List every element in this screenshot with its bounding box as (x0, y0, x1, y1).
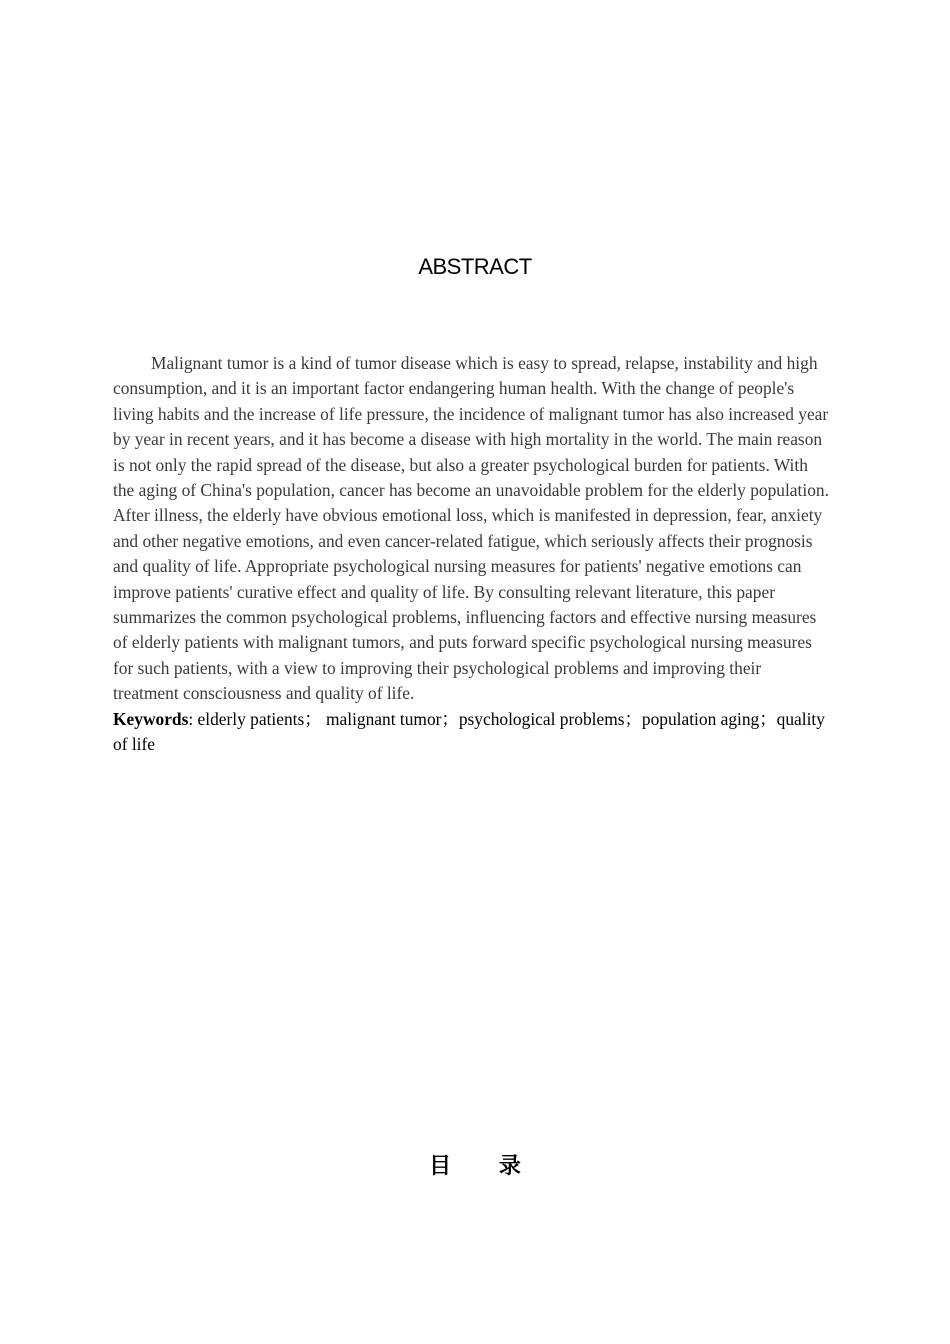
abstract-title: ABSTRACT (418, 254, 532, 279)
keywords-label: Keywords (113, 708, 189, 729)
abstract-body (113, 351, 829, 758)
keywords-text: : elderly patients； malignant tumor；psychological problems；population aging；quality of life (113, 708, 825, 755)
abstract-paragraph: Malignant tumor is a kind of tumor disease which is easy to spread, relapse, instability and high consumption, and it is an important factor endangering human health. With the change of people's living habits and the increase of life pressure, the incidence of malignant tumor has also increased year by year in recent years, and it has become a disease with high mortality in the world. The main reason is not only the rapid spread of the disease, but also a greater psychological burden for patients. With the aging of China's population, cancer has become an unavoidable problem for the elderly population. After illness, the elderly have obvious emotional loss, which is manifested in depression, fear, anxiety and other negative emotions, and even cancer-related fatigue, which seriously affects their prognosis and quality of life. Appropriate psychological nursing measures for patients' negative emotions can improve patients' curative effect and quality of life. By consulting relevant literature, this paper summarizes the common psychological problems, influencing factors and effective nursing measures of elderly patients with malignant tumors, and puts forward specific psychological nursing measures for such patients, with a view to improving their psychological problems and improving their treatment consciousness and quality of life. (113, 353, 829, 704)
toc-title: 目 录 (429, 1154, 521, 1179)
keywords-line (113, 707, 829, 758)
